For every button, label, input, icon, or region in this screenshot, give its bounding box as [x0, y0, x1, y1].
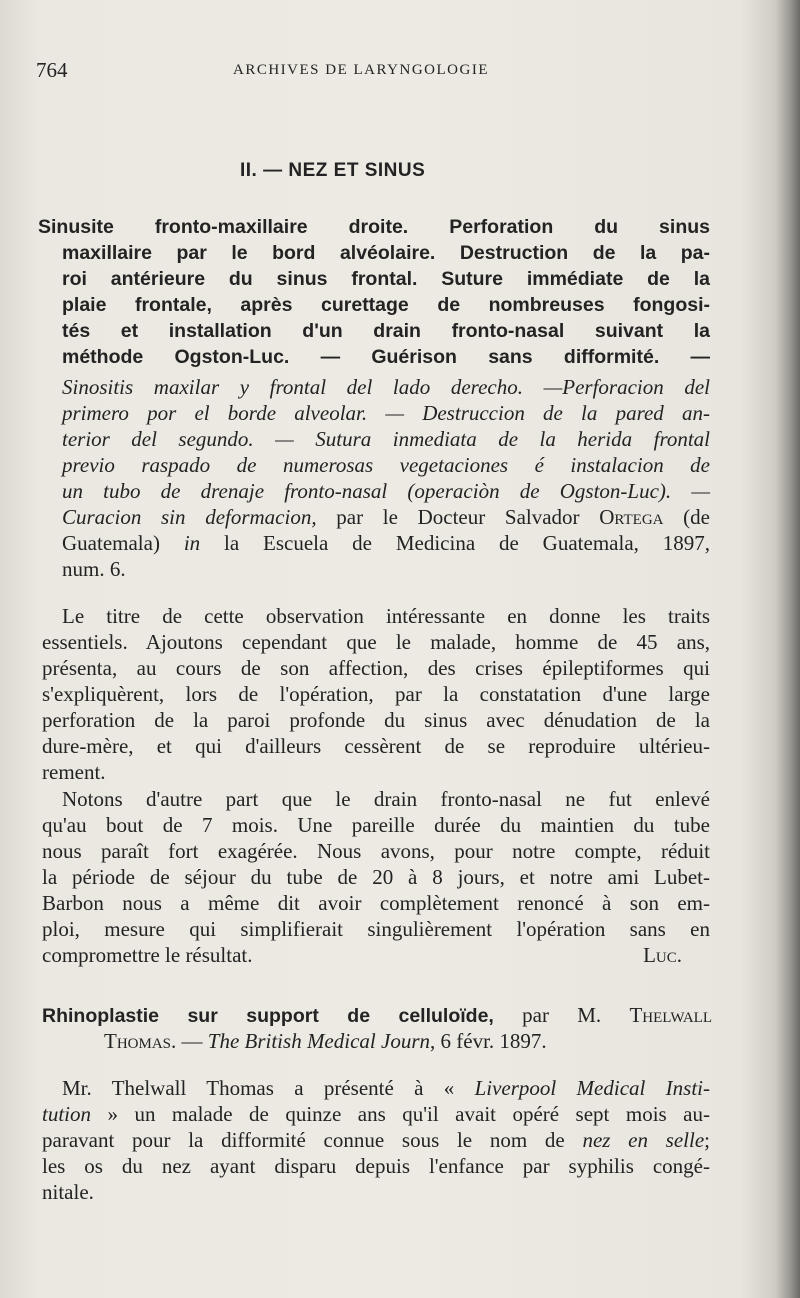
- para-l2-a: tution: [42, 1102, 92, 1126]
- article2-source-date: , 6 févr. 1897.: [430, 1029, 547, 1053]
- title-line: tés et installation d'un drain fronto-nasal suivant la: [62, 320, 710, 342]
- para-line: ploi, mesure qui simplifierait singulièrement l'opération sans en: [42, 917, 710, 941]
- source-num: num. 6.: [62, 557, 126, 581]
- signature: Luc.: [643, 943, 682, 967]
- spanish-line: primero por el borde alveolar. — Destruccion de la pared an-: [62, 401, 710, 425]
- para-l1-b: Liverpool Medical Insti-: [474, 1076, 710, 1100]
- article2-title: [42, 1002, 712, 1054]
- article1-paragraph2: [42, 786, 710, 968]
- para-line: perforation de la paroi profonde du sinus avec dénudation de la: [42, 708, 710, 732]
- article2-author-first: Thelwall: [629, 1003, 712, 1027]
- article2-title-line1: [42, 1002, 712, 1028]
- para-line: nitale.: [42, 1180, 94, 1204]
- article2-paragraph: [42, 1075, 710, 1205]
- author-line-end: (de: [663, 505, 710, 529]
- spanish-line: Sinositis maxilar y frontal del lado derecho. —Perforacion del: [62, 375, 710, 399]
- para-line: [62, 1075, 710, 1101]
- para-line: la période de séjour du tube de 20 à 8 jours, et notre ami Lubet-: [42, 865, 710, 889]
- source-line: [62, 530, 710, 556]
- para-line: essentiels. Ajoutons cependant que le malade, homme de 45 ans,: [42, 630, 710, 654]
- para-line: rement.: [42, 760, 106, 784]
- source-in: in: [183, 531, 201, 555]
- title-line: roi antérieure du sinus frontal. Suture immédiate de la: [62, 268, 710, 290]
- para-line: Notons d'autre part que le drain fronto-nasal ne fut enlevé: [62, 787, 710, 811]
- para-line: Barbon nous a même dit avoir complètement renoncé à son em-: [42, 891, 710, 915]
- para-line: Le titre de cette observation intéressante en donne les traits: [62, 604, 710, 628]
- article2-author-last: Thomas.: [104, 1029, 177, 1053]
- para-line: s'expliquèrent, lors de l'opération, par la constatation d'une large: [42, 682, 710, 706]
- title-line: plaie frontale, après curettage de nombreuses fongosi-: [62, 294, 710, 316]
- para-line: [42, 1127, 710, 1153]
- para-line: les os du nez ayant disparu depuis l'enfance par syphilis congé-: [42, 1154, 710, 1178]
- article2-title-rest: par M.: [493, 1003, 630, 1027]
- author-line-italic: Curacion sin deformacion,: [62, 505, 317, 529]
- author-name: Ortega: [599, 505, 664, 529]
- article2-title-bold: Rhinoplastie sur support de celluloïde,: [42, 1005, 494, 1027]
- para-l3-c: ;: [704, 1128, 711, 1152]
- para-line: dure-mère, et qui d'ailleurs cessèrent de se reproduire ultérieu-: [42, 734, 710, 758]
- spanish-line: previo raspado de numerosas vegetaciones é instalacion de: [62, 453, 710, 477]
- source-line-b: la Escuela de Medicina de Guatemala, 1897,: [200, 531, 710, 555]
- journal-title: ARCHIVES DE LARYNGOLOGIE: [233, 62, 489, 78]
- section-title: II. — NEZ ET SINUS: [240, 160, 426, 181]
- article2-title-line2: [104, 1028, 712, 1054]
- article2-source-journal: The British Medical Journ: [207, 1029, 430, 1053]
- author-line-rest: par le Docteur Salvador: [316, 505, 600, 529]
- para-line: qu'au bout de 7 mois. Une pareille durée du maintien du tube: [42, 813, 710, 837]
- para-line: compromettre le résultat.: [42, 943, 253, 967]
- para-l2-b: » un malade de quinze ans qu'il avait opéré sept mois au-: [91, 1102, 710, 1126]
- title-line: Sinusite fronto-maxillaire droite. Perforation du sinus: [38, 216, 710, 238]
- para-line: présenta, au cours de son affection, des crises épileptiformes qui: [42, 656, 710, 680]
- para-line: nous paraît fort exagérée. Nous avons, pour notre compte, réduit: [42, 839, 710, 863]
- article2-source-dash: —: [176, 1029, 208, 1053]
- para-last-line: [42, 942, 710, 968]
- title-line: maxillaire par le bord alvéolaire. Destruction de la pa-: [62, 242, 710, 264]
- spanish-line: terior del segundo. — Sutura inmediata de la herida frontal: [62, 427, 710, 451]
- page-number: 764: [36, 58, 68, 82]
- author-line: [62, 504, 710, 530]
- para-line: [42, 1101, 710, 1127]
- spanish-line: un tubo de drenaje fronto-nasal (operaciòn de Ogston-Luc). —: [62, 479, 710, 503]
- running-header: [0, 58, 800, 88]
- article1-title: [38, 214, 710, 370]
- para-l1-a: Mr. Thelwall Thomas a présenté à «: [62, 1076, 475, 1100]
- article1-paragraph1: [42, 603, 710, 785]
- para-l3-b: nez en selle: [582, 1128, 705, 1152]
- source-line-a: Guatemala): [62, 531, 184, 555]
- para-l3-a: paravant pour la difformité connue sous le nom de: [42, 1128, 583, 1152]
- article1-spanish-title: [62, 374, 710, 582]
- title-line: méthode Ogston-Luc. — Guérison sans difformité. —: [62, 346, 710, 368]
